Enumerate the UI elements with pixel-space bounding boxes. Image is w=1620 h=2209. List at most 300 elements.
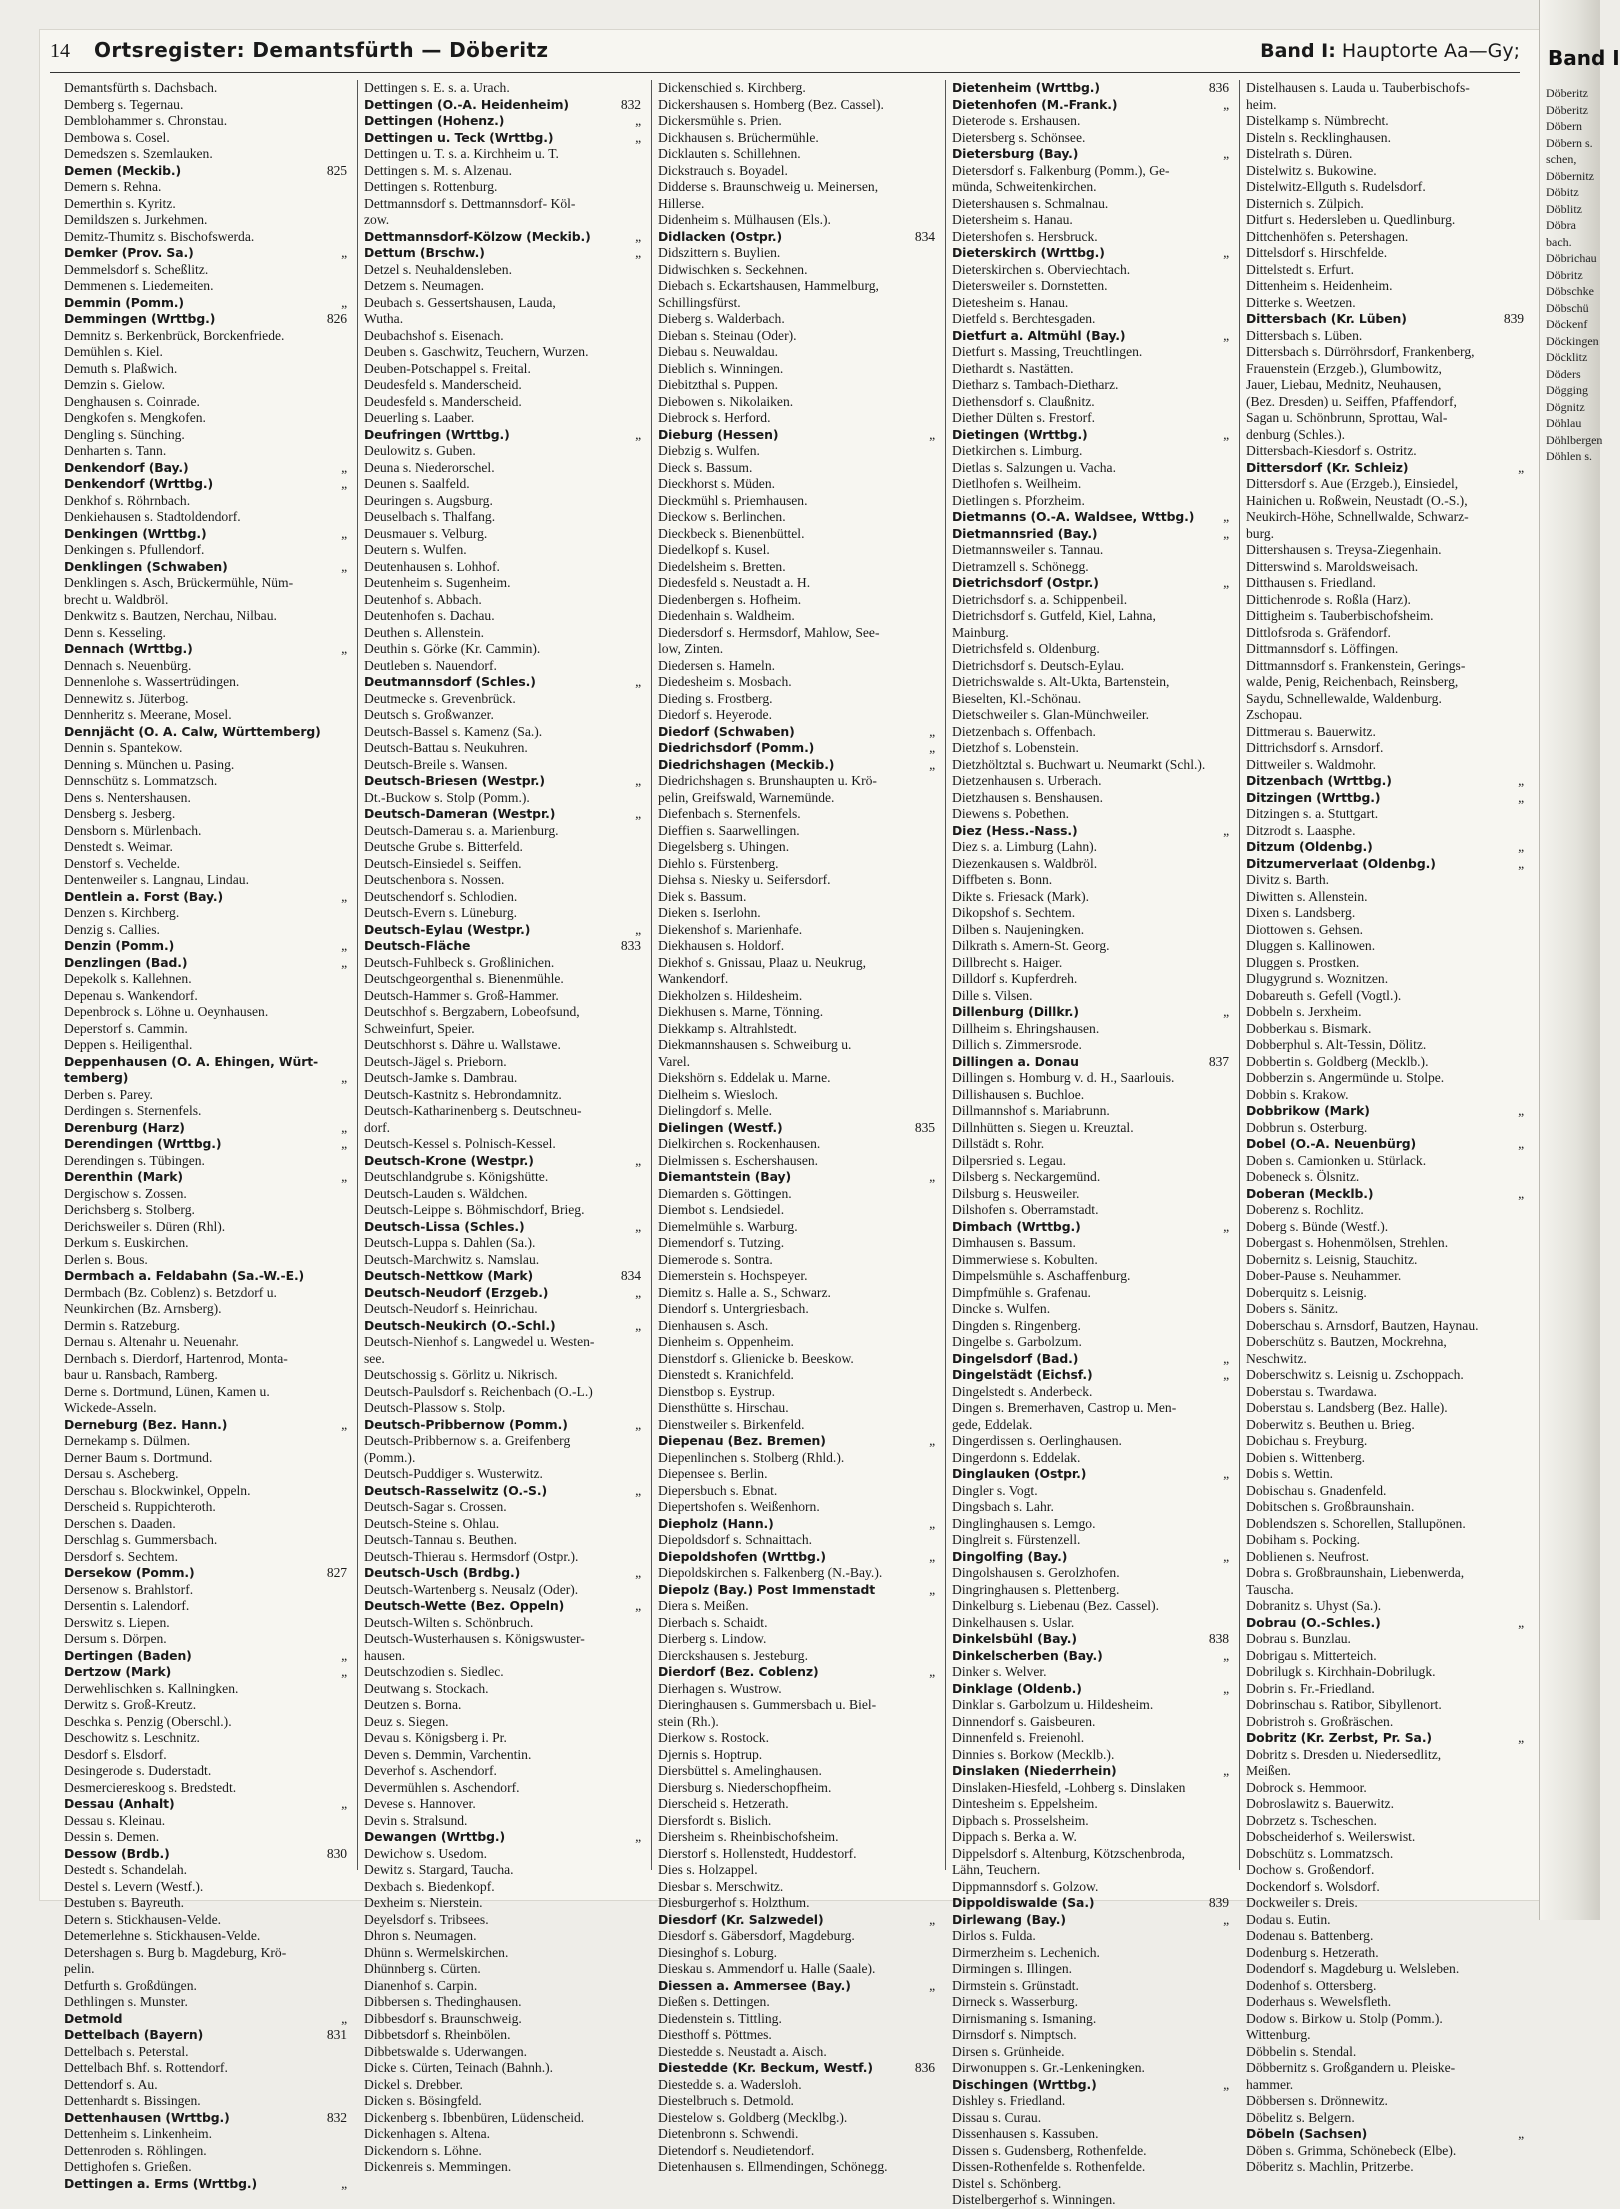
register-entry xyxy=(364,1763,641,1780)
register-entry xyxy=(1246,1334,1524,1351)
register-entry xyxy=(658,1120,935,1137)
register-entry xyxy=(1246,592,1524,609)
entry-text: Dienhausen s. Asch. xyxy=(658,1317,769,1333)
entry-text: Demnitz s. Berkenbrück, Borckenfriede. xyxy=(64,327,285,343)
entry-text: Dobbrun s. Osterburg. xyxy=(1246,1119,1368,1135)
entry-text: Diebitzthal s. Puppen. xyxy=(658,377,779,392)
entry-text: pelin, Greifswald, Warnemünde. xyxy=(658,789,835,805)
entry-text: Dingringhausen s. Plettenberg. xyxy=(952,1581,1120,1597)
page-reference: 837 xyxy=(1208,1053,1229,1069)
spine-fragment: Döhlbergen xyxy=(1546,432,1603,447)
entry-text: Deuben-Potschappel s. Freital. xyxy=(364,360,531,376)
entry-text: Diether Dülten s. Frestorf. xyxy=(952,410,1096,425)
entry-text: Dietzenhausen s. Urberach. xyxy=(952,773,1102,788)
register-entry xyxy=(952,509,1229,526)
page-reference: „ xyxy=(341,1664,347,1679)
entry-text: Deuselbach s. Thalfang. xyxy=(364,509,496,524)
register-entry xyxy=(64,691,347,708)
register-entry xyxy=(952,146,1229,163)
entry-text: Derenburg (Harz) xyxy=(64,1119,185,1135)
entry-text: Dieskau s. Ammendorf u. Halle (Saale). xyxy=(658,1961,876,1976)
register-entry xyxy=(364,971,641,988)
register-entry xyxy=(1246,2044,1524,2061)
page-reference: „ xyxy=(635,806,641,821)
register-entry xyxy=(64,1153,347,1170)
entry-text: Dillbrecht s. Haiger. xyxy=(952,954,1063,970)
page-reference: „ xyxy=(635,1829,641,1844)
register-entry xyxy=(1246,1549,1524,1566)
entry-text: Dobberzin s. Angermünde u. Stolpe. xyxy=(1246,1070,1445,1085)
register-entry xyxy=(1246,625,1524,642)
register-entry xyxy=(364,790,641,807)
register-entry xyxy=(364,163,641,180)
page-reference: „ xyxy=(635,228,641,244)
register-entry xyxy=(64,674,347,691)
entry-text: Ditfurt s. Hedersleben u. Quedlinburg. xyxy=(1246,212,1456,227)
page-number: 14 xyxy=(50,40,70,62)
entry-text: Derswitz s. Liepen. xyxy=(64,1614,170,1630)
register-entry xyxy=(364,113,641,130)
register-entry xyxy=(364,410,641,427)
entry-text: dorf. xyxy=(364,1119,391,1135)
entry-text: Döben s. Grimma, Schönebeck (Elbe). xyxy=(1246,2142,1457,2158)
entry-text: Derlen s. Bous. xyxy=(64,1251,148,1267)
register-entry xyxy=(1246,361,1524,378)
entry-text: Dingolfing (Bay.) xyxy=(952,1548,1068,1564)
band-label: Band I: xyxy=(1260,40,1336,62)
entry-text: Densberg s. Jesberg. xyxy=(64,806,176,821)
register-entry xyxy=(1246,839,1524,856)
entry-text: Dinglinghausen s. Lemgo. xyxy=(952,1515,1096,1531)
page-reference: „ xyxy=(341,1416,347,1432)
register-entry xyxy=(658,724,935,741)
register-entry xyxy=(1246,1450,1524,1467)
register-entry xyxy=(64,1945,347,1962)
entry-text: Dissen s. Gudensberg, Rothenfelde. xyxy=(952,2142,1147,2158)
entry-text: Döbeln (Sachsen) xyxy=(1246,2126,1368,2141)
register-entry xyxy=(1246,344,1524,361)
entry-text: Schweinfurt, Speier. xyxy=(364,1020,475,1036)
entry-text: Dobbin s. Krakow. xyxy=(1246,1086,1349,1102)
register-entry xyxy=(64,2077,347,2094)
entry-text: Dieding s. Frostberg. xyxy=(658,690,773,706)
entry-text: Dens s. Nentershausen. xyxy=(64,789,191,805)
page-reference: „ xyxy=(929,1581,935,1597)
entry-text: Dobrilugk s. Kirchhain-Dobrilugk. xyxy=(1246,1664,1436,1679)
register-entry xyxy=(64,1367,347,1384)
register-entry xyxy=(364,1549,641,1566)
entry-text: Dietersburg (Bay.) xyxy=(952,146,1079,161)
register-entry xyxy=(64,509,347,526)
entry-text: Dilsburg s. Heusweiler. xyxy=(952,1185,1080,1201)
page-reference: „ xyxy=(1518,773,1524,788)
entry-text: Dirmingen s. Illingen. xyxy=(952,1961,1073,1976)
page-reference: „ xyxy=(341,641,347,656)
register-columns xyxy=(64,80,1534,2207)
register-entry xyxy=(64,1895,347,1912)
register-entry xyxy=(1246,97,1524,114)
register-entry xyxy=(364,2110,641,2127)
entry-text: Diebau s. Neuwaldau. xyxy=(658,344,779,359)
register-entry xyxy=(1246,922,1524,939)
entry-text: Denn s. Kesseling. xyxy=(64,624,166,640)
entry-text: Dobrau s. Bunzlau. xyxy=(1246,1631,1351,1646)
register-entry xyxy=(364,196,641,213)
entry-text: Ditterswind s. Maroldsweisach. xyxy=(1246,558,1419,574)
page-reference: „ xyxy=(341,938,347,953)
entry-text: Dibbetswalde s. Uderwangen. xyxy=(364,2043,528,2059)
register-entry xyxy=(658,2060,935,2077)
register-entry xyxy=(952,1945,1229,1962)
spine-fragment: Döbrichau xyxy=(1546,251,1597,265)
entry-text: Dilkrath s. Amern-St. Georg. xyxy=(952,938,1110,953)
entry-text: Dießen s. Dettingen. xyxy=(658,1994,770,2009)
page-reference: 838 xyxy=(1208,1631,1229,1646)
register-entry xyxy=(952,460,1229,477)
page-reference: „ xyxy=(635,1598,641,1613)
entry-text: Dettighofen s. Grießen. xyxy=(64,2159,192,2174)
entry-text: Dietmannsried (Bay.) xyxy=(952,525,1098,541)
page-reference: „ xyxy=(341,888,347,904)
register-entry xyxy=(658,377,935,394)
entry-text: Dettelbach (Bayern) xyxy=(64,2027,204,2042)
entry-text: Dieblich s. Winningen. xyxy=(658,360,784,376)
register-entry xyxy=(952,493,1229,510)
page-reference: „ xyxy=(635,1416,641,1432)
register-entry xyxy=(364,1120,641,1137)
register-entry xyxy=(952,1153,1229,1170)
entry-text: Diepersbuch s. Ebnat. xyxy=(658,1482,778,1498)
register-entry xyxy=(64,443,347,460)
entry-text: Dietershofen s. Hersbruck. xyxy=(952,228,1098,244)
entry-text: Dietzhausen s. Benshausen. xyxy=(952,789,1104,805)
entry-text: Doberan (Mecklb.) xyxy=(1246,1185,1374,1201)
register-entry xyxy=(64,1136,347,1153)
register-entry xyxy=(64,2159,347,2176)
register-entry xyxy=(658,97,935,114)
entry-text: Dodenhof s. Ottersberg. xyxy=(1246,1977,1377,1993)
entry-text: Deutsch-Dameran (Westpr.) xyxy=(364,806,556,821)
entry-text: Deuna s. Niederorschel. xyxy=(364,459,495,475)
entry-text: Dillingen a. Donau xyxy=(952,1053,1079,1069)
entry-text: Dierkow s. Rostock. xyxy=(658,1730,770,1745)
register-entry xyxy=(364,1747,641,1764)
entry-text: Dieterode s. Ershausen. xyxy=(952,113,1081,128)
register-entry xyxy=(364,1268,641,1285)
page-reference: „ xyxy=(1223,509,1229,524)
register-entry xyxy=(364,1499,641,1516)
entry-text: Diedrichsdorf (Pomm.) xyxy=(658,740,815,755)
entry-text: Diedenbergen s. Hofheim. xyxy=(658,591,802,607)
entry-text: Neschwitz. xyxy=(1246,1350,1307,1366)
register-entry xyxy=(364,1433,641,1450)
register-entry xyxy=(952,905,1229,922)
spine-fragment: Döhlau xyxy=(1546,416,1582,430)
entry-text: Deutsch-Katharinenberg s. Deutschneu- xyxy=(364,1103,582,1118)
register-entry xyxy=(64,113,347,130)
register-entry xyxy=(952,2077,1229,2094)
entry-text: Diemitz s. Halle a. S., Schwarz. xyxy=(658,1284,831,1300)
entry-text: Dersenow s. Brahlstorf. xyxy=(64,1581,194,1597)
entry-text: Didenheim s. Mülhausen (Els.). xyxy=(658,212,831,227)
entry-text: Dietendorf s. Neudietendorf. xyxy=(658,2142,815,2158)
entry-text: Diwitten s. Allenstein. xyxy=(1246,888,1368,904)
page-reference: „ xyxy=(1223,1911,1229,1927)
entry-text: Deutsch-Luppa s. Dahlen (Sa.). xyxy=(364,1235,536,1250)
page-reference: „ xyxy=(341,1796,347,1811)
entry-text: Dierbach s. Schaidt. xyxy=(658,1614,768,1630)
spine-fragment: Döbritz xyxy=(1546,267,1583,282)
register-entry xyxy=(1246,872,1524,889)
register-entry xyxy=(952,1598,1229,1615)
register-entry xyxy=(364,559,641,576)
entry-text: Dessau (Anhalt) xyxy=(64,1796,175,1811)
register-entry xyxy=(364,2077,641,2094)
register-entry xyxy=(1246,1384,1524,1401)
register-entry xyxy=(64,476,347,493)
register-entry xyxy=(658,1202,935,1219)
register-entry xyxy=(952,1549,1229,1566)
entry-text: Dienstweiler s. Birkenfeld. xyxy=(658,1416,805,1432)
entry-text: Dinglreit s. Fürstenzell. xyxy=(952,1532,1081,1547)
spine-fragment: Döckenf xyxy=(1546,317,1588,331)
register-entry xyxy=(1246,1598,1524,1615)
register-entry xyxy=(658,1450,935,1467)
page-reference: „ xyxy=(1223,525,1229,541)
entry-text: Derschen s. Daaden. xyxy=(64,1515,176,1531)
entry-text: Dinklage (Oldenb.) xyxy=(952,1680,1082,1696)
page-reference: „ xyxy=(1223,1350,1229,1366)
entry-text: Dischingen (Wrttbg.) xyxy=(952,2076,1097,2092)
entry-text: Diestelbruch s. Detmold. xyxy=(658,2093,794,2108)
entry-text: Dittchenhöfen s. Petershagen. xyxy=(1246,228,1409,244)
register-entry xyxy=(952,2060,1229,2077)
entry-text: Dieckbeck s. Bienenbüttel. xyxy=(658,525,805,541)
register-entry xyxy=(64,2044,347,2061)
entry-text: Deppen s. Heiligenthal. xyxy=(64,1037,193,1052)
entry-text: Dietrichsdorf s. Deutsch-Eylau. xyxy=(952,657,1125,673)
register-entry xyxy=(364,1070,641,1087)
page-reference: 826 xyxy=(326,311,347,326)
register-entry xyxy=(364,328,641,345)
register-entry xyxy=(658,476,935,493)
entry-text: Dodenau s. Battenberg. xyxy=(1246,1928,1374,1943)
entry-text: Döbbernitz s. Großgandern u. Pleiske- xyxy=(1246,2060,1456,2075)
entry-text: Deutsch-Einsiedel s. Seiffen. xyxy=(364,855,522,871)
entry-text: Dinnendorf s. Gaisbeuren. xyxy=(952,1713,1096,1729)
entry-text: Denharten s. Tann. xyxy=(64,443,167,458)
band-label-group xyxy=(1260,40,1520,62)
entry-text: Deutsch-Battau s. Neukuhren. xyxy=(364,740,528,755)
register-entry xyxy=(658,2077,935,2094)
register-entry xyxy=(658,526,935,543)
entry-text: Diersburg s. Niederschopfheim. xyxy=(658,1779,832,1795)
register-entry xyxy=(64,1994,347,2011)
entry-text: Deutenhof s. Abbach. xyxy=(364,591,482,607)
register-entry xyxy=(364,1450,641,1467)
entry-text: Diewens s. Pobethen. xyxy=(952,806,1070,821)
register-entry xyxy=(64,1400,347,1417)
register-entry xyxy=(1246,1780,1524,1797)
page-reference: „ xyxy=(341,2175,347,2191)
entry-text: Dirlos s. Fulda. xyxy=(952,1928,1036,1943)
register-entry xyxy=(952,1384,1229,1401)
entry-text: Diekhusen s. Marne, Tönning. xyxy=(658,1004,824,1019)
register-entry xyxy=(364,625,641,642)
entry-text: Deutsch-Evern s. Lüneburg. xyxy=(364,905,518,920)
register-entry xyxy=(658,1219,935,1236)
entry-text: Neukirch-Höhe, Schnellwalde, Schwarz- xyxy=(1246,509,1469,524)
entry-text: Diersfordt s. Bislich. xyxy=(658,1812,772,1828)
entry-text: Dillstädt s. Rohr. xyxy=(952,1136,1045,1151)
register-entry xyxy=(364,905,641,922)
register-entry xyxy=(1246,1879,1524,1896)
register-entry xyxy=(64,1120,347,1137)
page-reference: „ xyxy=(1223,426,1229,442)
register-entry xyxy=(658,1153,935,1170)
register-entry xyxy=(658,1252,935,1269)
entry-text: Dobra s. Großbraunshain, Liebenwerda, xyxy=(1246,1565,1465,1580)
entry-text: Dibbetsdorf s. Rheinbölen. xyxy=(364,2027,511,2042)
entry-text: Dettenhardt s. Bissingen. xyxy=(64,2093,201,2108)
register-entry xyxy=(1246,1895,1524,1912)
register-entry xyxy=(364,1153,641,1170)
register-entry xyxy=(658,1483,935,1500)
entry-text: Diedrichshagen (Meckib.) xyxy=(658,756,835,772)
entry-text: Dirmstein s. Grünstadt. xyxy=(952,1977,1079,1993)
register-entry xyxy=(1246,130,1524,147)
register-entry xyxy=(952,608,1229,625)
entry-text: Dobristroh s. Großräschen. xyxy=(1246,1713,1394,1729)
entry-text: hausen. xyxy=(364,1647,406,1663)
register-entry xyxy=(658,1285,935,1302)
entry-text: Dewichow s. Usedom. xyxy=(364,1845,488,1861)
entry-text: Didlacken (Ostpr.) xyxy=(658,228,783,244)
entry-text: Dersau s. Ascheberg. xyxy=(64,1466,179,1481)
register-entry xyxy=(64,2093,347,2110)
entry-text: Diepoldshofen (Wrttbg.) xyxy=(658,1548,826,1564)
register-entry xyxy=(64,955,347,972)
register-entry xyxy=(364,1466,641,1483)
register-entry xyxy=(952,1285,1229,1302)
entry-text: Diez (Hess.-Nass.) xyxy=(952,822,1078,838)
entry-text: Dierstorf s. Hollenstedt, Huddestorf. xyxy=(658,1845,857,1861)
spine-fragment: Döbschke xyxy=(1546,284,1594,298)
entry-text: Diemarden s. Göttingen. xyxy=(658,1185,792,1201)
register-entry xyxy=(64,1912,347,1929)
register-entry xyxy=(658,262,935,279)
entry-text: Döberitz s. Machlin, Pritzerbe. xyxy=(1246,2159,1414,2174)
entry-text: Dinkelscherben (Bay.) xyxy=(952,1647,1103,1663)
register-entry xyxy=(952,361,1229,378)
register-entry xyxy=(364,1829,641,1846)
entry-text: Ditzrodt s. Laasphe. xyxy=(1246,822,1356,838)
spine-fragment: Döders xyxy=(1546,366,1581,381)
register-entry xyxy=(364,1615,641,1632)
entry-text: Dieckhorst s. Müden. xyxy=(658,476,776,491)
entry-text: Deutsch-Nettkow (Mark) xyxy=(364,1268,534,1283)
entry-text: Dickel s. Drebber. xyxy=(364,2076,463,2092)
entry-text: Dietzhof s. Lobenstein. xyxy=(952,740,1079,755)
register-entry xyxy=(658,1466,935,1483)
entry-text: stein (Rh.). xyxy=(658,1713,719,1729)
entry-text: Dingelstädt (Eichsf.) xyxy=(952,1367,1093,1382)
register-entry xyxy=(1246,1813,1524,1830)
register-entry xyxy=(64,1318,347,1335)
entry-text: Deutsch-Wusterhausen s. Königswuster- xyxy=(364,1631,585,1646)
register-entry xyxy=(364,80,641,97)
entry-text: Ditzingen s. a. Stuttgart. xyxy=(1246,806,1379,821)
entry-text: Dobrigau s. Mitterteich. xyxy=(1246,1647,1377,1663)
register-entry xyxy=(952,707,1229,724)
register-entry xyxy=(952,80,1229,97)
register-entry xyxy=(64,707,347,724)
register-entry xyxy=(64,410,347,427)
entry-text: Dies s. Holzappel. xyxy=(658,1862,758,1877)
entry-text: Derwehlischken s. Kallningken. xyxy=(64,1680,239,1696)
entry-text: Dersentin s. Lalendorf. xyxy=(64,1598,190,1613)
register-entry xyxy=(952,1268,1229,1285)
entry-text: Dietersberg s. Schönsee. xyxy=(952,129,1086,145)
entry-text: Deutschhorst s. Dähre u. Wallstawe. xyxy=(364,1037,561,1052)
entry-text: Diedelsheim s. Bretten. xyxy=(658,558,786,574)
entry-text: Dietenheim (Wrttbg.) xyxy=(952,80,1100,95)
register-entry xyxy=(64,1664,347,1681)
register-column xyxy=(652,80,946,2174)
entry-text: Deutsch-Briesen (Westpr.) xyxy=(364,773,545,788)
register-entry xyxy=(658,1433,935,1450)
register-entry xyxy=(364,146,641,163)
register-entry xyxy=(364,1565,641,1582)
register-entry xyxy=(658,196,935,213)
register-entry xyxy=(1246,1037,1524,1054)
register-entry xyxy=(64,394,347,411)
register-entry xyxy=(952,1565,1229,1582)
register-entry xyxy=(1246,1004,1524,1021)
entry-text: Dittmannsdorf s. Löffingen. xyxy=(1246,641,1399,656)
entry-text: Diebzig s. Wulfen. xyxy=(658,443,760,458)
entry-text: Dieringhausen s. Gummersbach u. Biel- xyxy=(658,1697,877,1712)
register-entry xyxy=(952,691,1229,708)
entry-text: Dille s. Vilsen. xyxy=(952,987,1033,1003)
register-entry xyxy=(952,2126,1229,2143)
entry-text: Dinkelhausen s. Uslar. xyxy=(952,1614,1075,1630)
entry-text: Varel. xyxy=(658,1053,691,1069)
entry-text: Dickersmühle s. Prien. xyxy=(658,113,782,128)
entry-text: Diethardt s. Nastätten. xyxy=(952,360,1074,376)
entry-text: Diepenlinchen s. Stolberg (Rhld.). xyxy=(658,1449,845,1465)
register-entry xyxy=(658,641,935,658)
register-entry xyxy=(1246,1615,1524,1632)
entry-text: Dittersbach (Kr. Lüben) xyxy=(1246,311,1407,326)
register-entry xyxy=(952,1202,1229,1219)
register-entry xyxy=(1246,1829,1524,1846)
register-entry xyxy=(658,559,935,576)
register-entry xyxy=(64,311,347,328)
entry-text: pelin. xyxy=(64,1961,95,1976)
register-entry xyxy=(658,1879,935,1896)
entry-text: Devese s. Hannover. xyxy=(364,1796,476,1811)
entry-text: Disternich s. Zülpich. xyxy=(1246,195,1364,211)
register-entry xyxy=(1246,955,1524,972)
entry-text: Dieburg (Hessen) xyxy=(658,426,779,442)
entry-text: Dingen s. Bremerhaven, Castrop u. Men- xyxy=(952,1400,1177,1415)
entry-text: Deutleben s. Nauendorf. xyxy=(364,657,497,673)
register-column xyxy=(64,80,358,2191)
register-entry xyxy=(952,1747,1229,1764)
entry-text: Diehsa s. Niesky u. Seifersdorf. xyxy=(658,872,831,887)
register-entry xyxy=(64,1549,347,1566)
